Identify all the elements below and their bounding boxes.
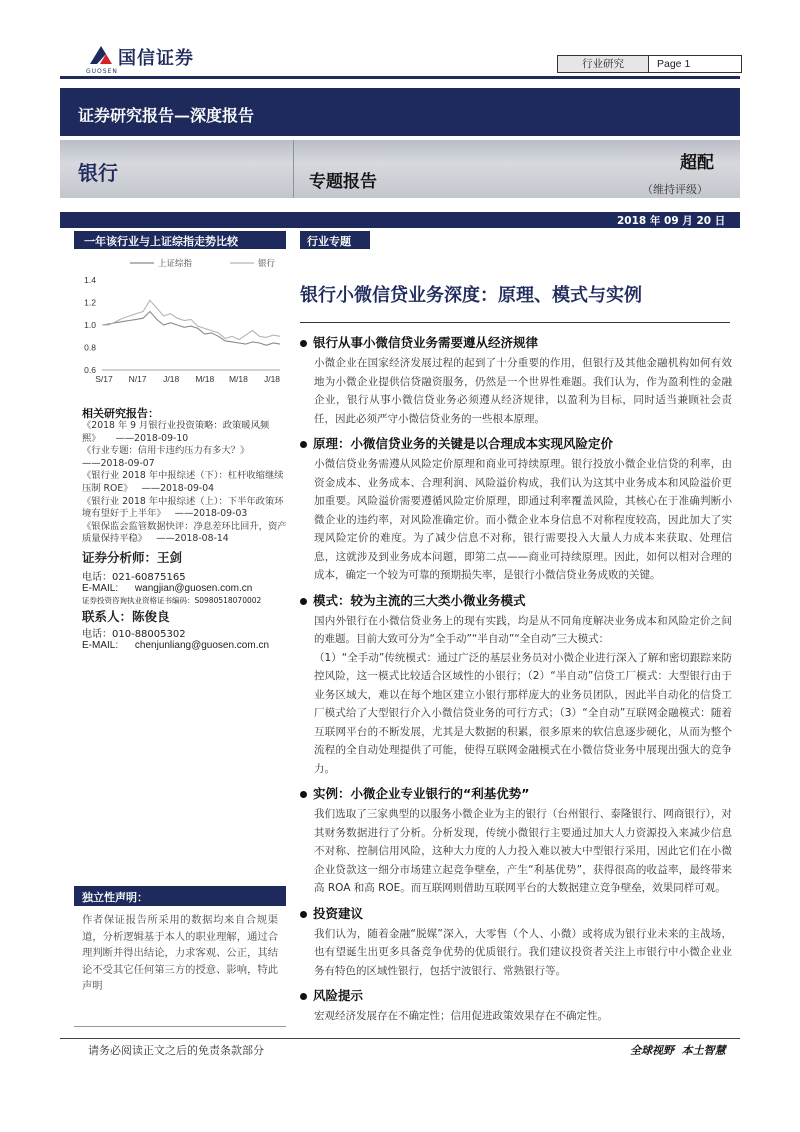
contact-email-label: E-MAIL: [82, 640, 119, 651]
disclaimer-text: 作者保证报告所采用的数据均来自合规渠道，分析逻辑基于本人的职业理解，通过合理判断并得出结论，力求客观、公正，其结论不受其它任何第三方的授意、影响，特此声明 [82, 914, 278, 992]
brand-name: 国信证券 [118, 48, 194, 69]
x-tick-label: M/18 [228, 374, 248, 384]
disclaimer-title: 独立性声明： [82, 891, 148, 904]
headline-rule [300, 322, 730, 323]
topic-tag: 行业专题 [307, 235, 351, 248]
analyst-cert: 证券投资咨询执业资格证书编码：S0980518070002 [82, 596, 262, 605]
report-type: 专题报告 [309, 172, 377, 192]
footer-rule [60, 1038, 740, 1039]
footer-left: 请务必阅读正文之后的免责条款部分 [88, 1044, 264, 1057]
related-item-title: 《银行业 2018 年中报综述（下）：杠杆收缩继续压制 ROE》 [82, 470, 284, 494]
contact-name: 陈俊良 [132, 609, 170, 624]
analyst-email[interactable]: wangjian@guosen.com.cn [134, 583, 253, 594]
related-item-date: ——2018-08-14 [156, 533, 229, 545]
y-tick-label: 1.4 [84, 275, 96, 285]
footer-right: 全球视野 本土智慧 [630, 1044, 726, 1057]
bullet-icon [300, 598, 307, 605]
section-title: 模式：较为主流的三大类小微业务模式 [313, 592, 526, 608]
section [300, 434, 732, 585]
section-title: 银行从事小微信贷业务需要遵从经济规律 [313, 335, 539, 350]
related-item-date: ——2018-09-03 [174, 508, 248, 520]
contact-phone: 电话：010-88005302 [82, 629, 186, 640]
x-tick-label: S/17 [95, 374, 113, 384]
x-tick-label: J/18 [163, 374, 180, 384]
analyst-name: 王剑 [157, 550, 183, 565]
bullet-icon [300, 791, 307, 798]
brand-logo [88, 44, 114, 66]
y-tick-label: 1.2 [84, 297, 96, 308]
x-tick-label: N/17 [128, 374, 147, 384]
industry-band [60, 140, 740, 198]
brand-en: GUOSEN [86, 68, 118, 75]
disclaimer-box [74, 886, 286, 1027]
section-title: 原理：小微信贷业务的关键是以合理成本实现风险定价 [313, 436, 614, 451]
band-divider [293, 140, 294, 198]
section-paragraph: 小微信贷业务需遵从风险定价原理和商业可持续原理。银行投放小微企业信贷的利率，由资金成本、业务成本、合理利润、风险溢价构成，我们认为这其中业务成本和风险溢价更加重要。风险溢价需要遵循风险定价原理，即通过利率覆盖风险，其核心在于准确判断小微企业的违约率，对风险准确定价。而小微企业本身信息不对称程度较高，因此加大了实现风险定价的难度。为了减少信息不对称，银行需要投入大量人力成本来获取、处理信息，这就涉及到业务成本问题，即第二点——商业可持续原理。因此，如何以相对合理的成本，确定一个较为可靠的预期损失率，是银行小微信贷业务成败的关键。 [314, 458, 732, 581]
bullet-icon [300, 340, 307, 347]
rating-note: （维持评级） [642, 183, 708, 196]
rating: 超配 [680, 153, 714, 173]
section [300, 591, 732, 779]
section [300, 904, 732, 981]
section-title: 实例：小微企业专业银行的“利基优势” [313, 786, 530, 801]
related-item-date: ——2018-09-10 [115, 432, 189, 444]
related-item[interactable] [82, 521, 287, 546]
analyst-block [82, 548, 292, 651]
legend-label: 银行 [258, 259, 276, 269]
x-tick-label: M/18 [195, 374, 215, 384]
section-paragraph: 我们认为，随着金融“脱媒”深入，大零售（个人、小微）或将成为银行业未来的主战场，也有望诞生出更多具备竞争优势的优质银行。我们建议投资者关注上市银行中小微企业业务有特色的区域性银行，包括宁波银行、常熟银行等。 [314, 927, 732, 977]
main-body [300, 333, 732, 1026]
report-date: 2018 年 09 月 20 日 [617, 215, 726, 227]
disclaimer-title-bar [74, 886, 286, 906]
chart-svg [74, 252, 286, 390]
contact-label: 联系人： [82, 609, 133, 624]
related-item-title: 《银行业 2018 年中报综述（上）：下半年政策环境有望好于上半年》 [82, 495, 284, 520]
related-item[interactable] [82, 445, 287, 470]
chart-title: 一年该行业与上证综指走势比较 [84, 235, 238, 248]
section-paragraph: 宏观经济发展存在不确定性；信用促进政策效果存在不确定性。 [314, 1010, 608, 1022]
legend-label: 上证综指 [158, 259, 193, 269]
banner-title: 证券研究报告—深度报告 [78, 106, 255, 125]
related-list [82, 420, 287, 546]
headline: 银行小微信贷业务深度：原理、模式与实例 [300, 285, 642, 306]
section-title: 风险提示 [313, 988, 364, 1003]
related-item[interactable] [82, 470, 287, 495]
section-paragraph: 国内外银行在小微信贷业务上的现有实践，均是从不同角度解决业务成本和风险定价之间的难题。目前大致可分为“全手动”“半自动”“全自动”三大模式： [314, 614, 732, 645]
x-tick-label: J/18 [263, 374, 281, 384]
industry-name: 银行 [78, 161, 118, 185]
related-item[interactable] [82, 496, 287, 521]
contact-email[interactable]: chenjunliang@guosen.com.cn [134, 640, 270, 651]
header-rule [60, 76, 740, 79]
section-paragraph: （1）“全手动”传统模式：通过广泛的基层业务员对小微企业进行深入了解和密切跟踪来防控风险，这一模式比较适合区域性的小银行；（2）“半自动”信贷工厂模式：大型银行由于业务区域大，难以在每个地区建立小银行那样庞大的业务员团队，因此半自动化的信贷工厂模式给了大型银行介入小微信贷业务的可行方式；（3）“全自动”互联网金融模式：随着互联网平台的不断发展，尤其是大数据的积累，很多原来的软信息逐步硬化，从而为整个流程的全自动处理提供了可能，使得互联网金融模式在小微信贷业务中展现出强大的竞争力。 [314, 651, 732, 775]
section [300, 784, 732, 898]
section-title: 投资建议 [313, 905, 364, 921]
section [300, 986, 732, 1026]
bullet-icon [300, 993, 307, 1000]
y-tick-label: 0.6 [84, 365, 96, 375]
analyst-label: 证券分析师： [82, 550, 158, 565]
guosen-logo-icon [88, 44, 114, 66]
analyst-phone: 电话：021-60875165 [82, 572, 186, 583]
related-item-title: 《银保监会监管数据快评：净息差环比回升，资产质量保持平稳》 [82, 520, 287, 545]
bullet-icon [300, 441, 307, 448]
series-line [102, 300, 280, 339]
related-item[interactable] [82, 420, 287, 445]
trend-chart [74, 252, 286, 390]
related-item-title: 《行业专题：信用卡违约压力有多大？》 [82, 445, 250, 457]
y-tick-label: 1.0 [84, 320, 96, 330]
related-item-title: 《2018 年 9 月银行业投资策略：政策暖风频熙》 [82, 420, 270, 444]
section [300, 333, 732, 428]
related-title: 相关研究报告： [82, 407, 159, 420]
header-category: 行业研究 [558, 56, 649, 72]
section-paragraph: 小微企业在国家经济发展过程的起到了十分重要的作用，但银行及其他金融机构如何有效地为小微企业提供信贷融资服务，仍然是一个世界性难题。我们认为，作为盈利性的金融企业，银行从事小微信贷业务必须遵从经济规律，以盈利为目标，同时适当兼顾社会责任，因此必须严守小微信贷业务的一些根本原理。 [314, 357, 732, 425]
related-item-date: ——2018-09-07 [82, 457, 155, 469]
related-item-date: ——2018-09-04 [141, 482, 215, 494]
analyst-email-label: E-MAIL: [82, 583, 119, 594]
y-tick-label: 0.8 [84, 342, 96, 353]
header-page: Page 1 [657, 58, 691, 70]
header-meta-box [557, 55, 742, 73]
bullet-icon [300, 911, 307, 918]
section-paragraph: 我们选取了三家典型的以服务小微企业为主的银行（台州银行、泰隆银行、网商银行），对其财务数据进行了分析。分析发现，传统小微银行主要通过加大人力资源投入来减少信息不对称、控制信用风险，这种大力度的人力投入难以被大中型银行采用，因此它们在小微企业贷款这一细分市场建立起竞争壁垒，产生“利基优势”，获得很高的收益率，最终带来高 ROA 和高 ROE。而互联网则借助互联网平台的大数据建立竞争壁垒，效果同样可观。 [314, 808, 732, 894]
